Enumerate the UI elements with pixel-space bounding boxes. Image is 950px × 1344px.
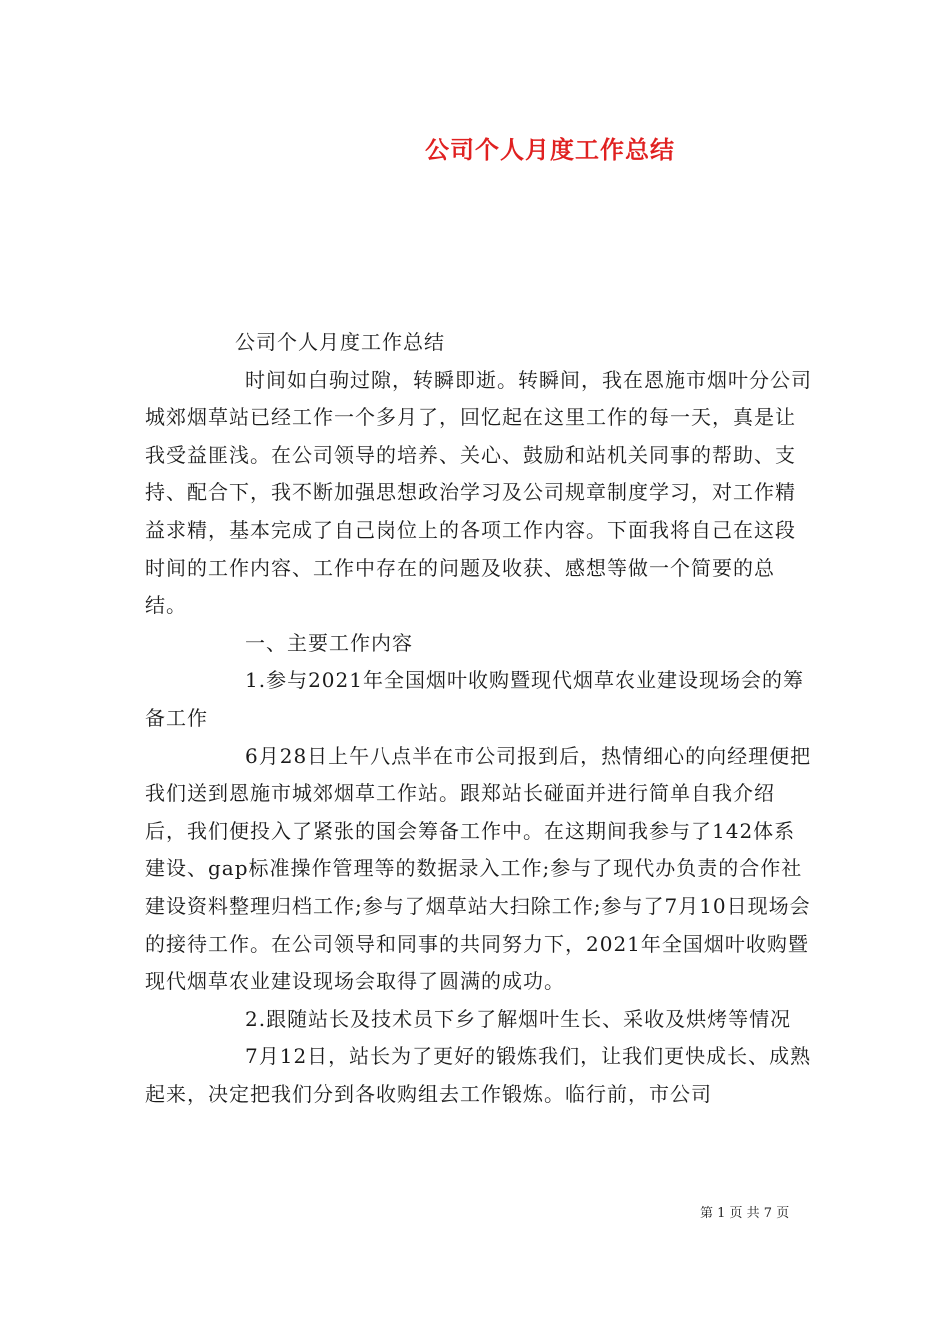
page-title: 公司个人月度工作总结: [425, 136, 675, 164]
subsection-heading-2: 2.跟随站长及技术员下乡了解烟叶生长、采收及烘烤等情况: [245, 1006, 792, 1031]
document-body: [145, 324, 815, 1113]
paragraph-work-detail-2: 7月12日，站长为了更好的锻炼我们，让我们更快成长、成熟起来，决定把我们分到各收购组去工作锻炼。临行前，市公司: [145, 1044, 812, 1106]
section-heading-main-work: 一、主要工作内容: [245, 630, 413, 655]
subsection-heading-1: 1.参与2021年全国烟叶收购暨现代烟草农业建设现场会的筹备工作: [145, 668, 804, 730]
paragraph-intro: 时间如白驹过隙，转瞬即逝。转瞬间，我在恩施市烟叶分公司城郊烟草站已经工作一个多月了，回忆起在这里工作的每一天，真是让我受益匪浅。在公司领导的培养、关心、鼓励和站机关同事的帮助、支持、配合下，我不断加强思想政治学习及公司规章制度学习，对工作精益求精，基本完成了自己岗位上的各项工作内容。下面我将自己在这段时间的工作内容、工作中存在的问题及收获、感想等做一个简要的总结。: [145, 367, 812, 618]
paragraph-work-detail-1: 6月28日上午八点半在市公司报到后，热情细心的向经理便把我们送到恩施市城郊烟草工作站。跟郑站长碰面并进行简单自我介绍后，我们便投入了紧张的国会筹备工作中。在这期间我参与了142体系建设、gap标准操作管理等的数据录入工作;参与了现代办负责的合作社建设资料整理归档工作;参与了烟草站大扫除工作;参与了7月10日现场会的接待工作。在公司领导和同事的共同努力下，2021年全国烟叶收购暨现代烟草农业建设现场会取得了圆满的成功。: [145, 743, 812, 994]
document-heading: 公司个人月度工作总结: [235, 330, 445, 354]
page-number: 第 1 页 共 7 页: [700, 1206, 790, 1221]
